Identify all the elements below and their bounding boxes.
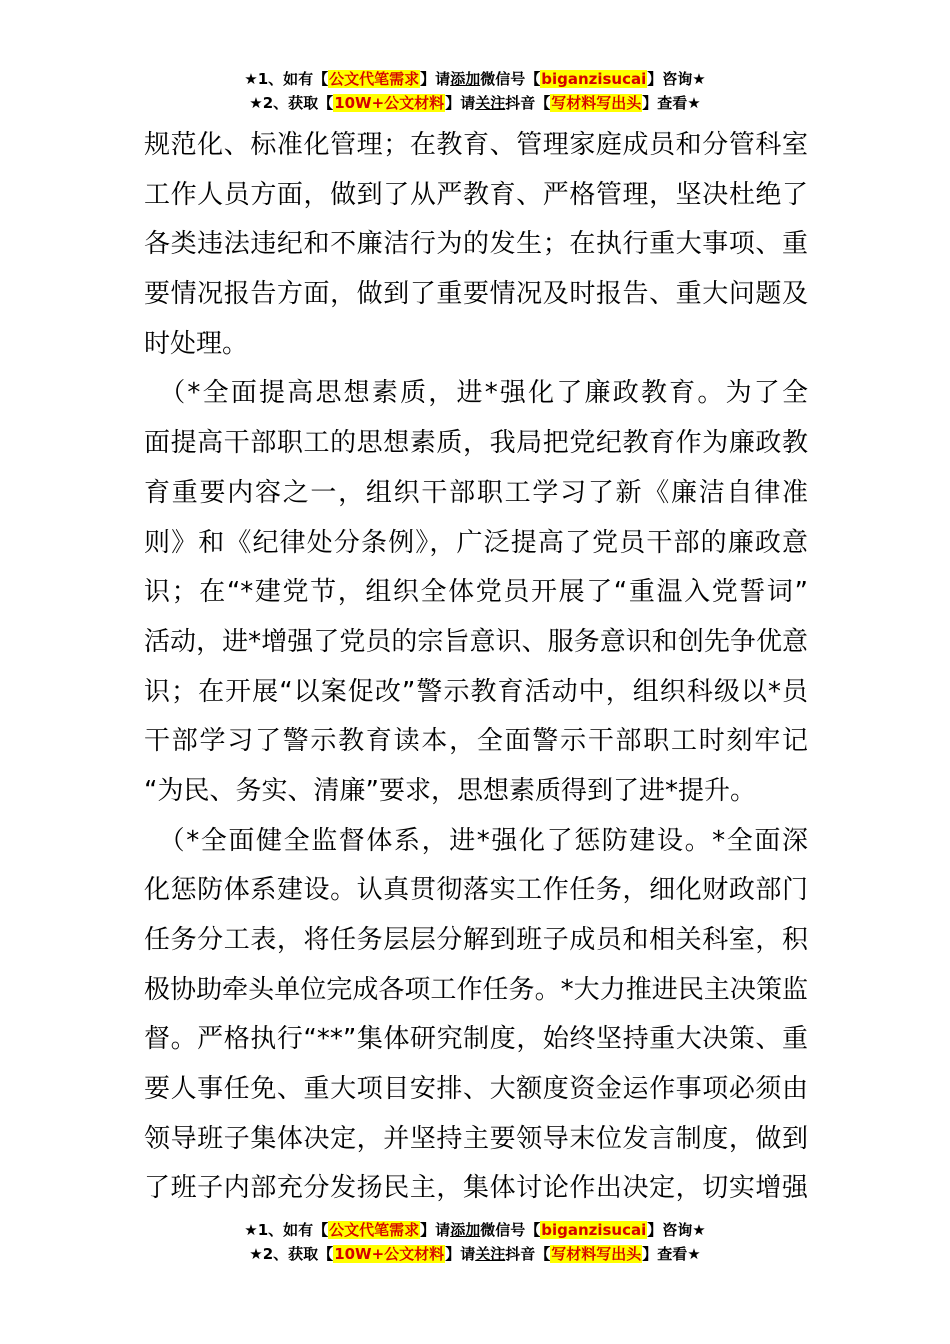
banner-text: 】请 <box>445 1245 476 1263</box>
banner-text: ★1、如有【 <box>244 70 329 88</box>
banner-text: ★1、如有【 <box>244 1221 329 1239</box>
text-line: （*全面提高思想素质，进*强化了廉政教育。为了全 <box>144 378 808 409</box>
header-banner <box>0 67 950 115</box>
banner-underlined: 添加 <box>450 1221 481 1239</box>
banner-text: 】请 <box>420 70 451 88</box>
text-line: 化惩防体系建设。认真贯彻落实工作任务，细化财政部门 <box>144 875 808 906</box>
text-line: 活动，进*增强了党员的宗旨意识、服务意识和创先争优意 <box>144 626 808 657</box>
banner-text: 微信号【 <box>480 1221 541 1239</box>
text-line: 极协助牵头单位完成各项工作任务。*大力推进民主决策监 <box>144 974 808 1005</box>
text-line: 领导班子集体决定，并坚持主要领导末位发言制度，做到 <box>144 1123 808 1154</box>
text-line: 面提高干部职工的思想素质，我局把党纪教育作为廉政教 <box>144 428 808 459</box>
text-line: 任务分工表，将任务层层分解到班子成员和相关科室，积 <box>144 925 808 955</box>
banner-line-1 <box>0 1218 950 1242</box>
banner-highlight: 公文代笔需求 <box>329 70 420 88</box>
text-line: 识；在开展“以案促改”警示教育活动中，组织科级以*员 <box>144 676 808 707</box>
text-line: 规范化、标准化管理；在教育、管理家庭成员和分管科室 <box>144 130 808 160</box>
text-line: 则》和《纪律处分条例》，广泛提高了党员干部的廉政意 <box>144 527 808 558</box>
text-line: 要人事任免、重大项目安排、大额度资金运作事项必须由 <box>144 1074 808 1105</box>
banner-text: 】查看★ <box>642 1245 701 1263</box>
banner-line-2 <box>0 1242 950 1266</box>
banner-line-2 <box>0 91 950 115</box>
banner-highlight: 公文代笔需求 <box>329 1221 420 1239</box>
text-line: （*全面健全监督体系，进*强化了惩防建设。*全面深 <box>144 825 808 856</box>
banner-text: 】请 <box>420 1221 451 1239</box>
banner-underlined: 添加 <box>450 70 481 88</box>
banner-text: ★2、获取【 <box>249 1245 334 1263</box>
banner-line-1 <box>0 67 950 91</box>
text-line: 识；在“*建党节，组织全体党员开展了“重温入党誓词” <box>144 577 808 608</box>
text-line: 育重要内容之一，组织干部职工学习了新《廉洁自律准 <box>144 477 808 508</box>
text-line: 要情况报告方面，做到了重要情况及时报告、重大问题及 <box>144 279 808 310</box>
banner-highlight: 写材料写出头 <box>551 94 642 112</box>
text-line: 了班子内部充分发扬民主，集体讨论作出决定，切实增强 <box>144 1173 808 1204</box>
text-line: 督。严格执行“**”集体研究制度，始终坚持重大决策、重 <box>144 1024 808 1055</box>
document-body <box>144 121 808 1214</box>
banner-text: 】咨询★ <box>647 1221 706 1239</box>
text-line: 工作人员方面，做到了从严教育、严格管理，坚决杜绝了 <box>144 179 808 210</box>
banner-text: 】咨询★ <box>647 70 706 88</box>
text-line: 时处理。 <box>144 328 249 359</box>
banner-highlight: biganzisucai <box>541 1221 647 1239</box>
text-line: 各类违法违纪和不廉洁行为的发生；在执行重大事项、重 <box>144 229 808 260</box>
banner-text: 】查看★ <box>642 94 701 112</box>
banner-text: 】请 <box>445 94 476 112</box>
text-line: “为民、务实、清廉”要求，思想素质得到了进*提升。 <box>144 775 756 806</box>
banner-highlight: 10W+公文材料 <box>334 1245 445 1263</box>
banner-underlined: 关注 <box>475 94 506 112</box>
banner-underlined: 关注 <box>475 1245 506 1263</box>
banner-highlight: 写材料写出头 <box>551 1245 642 1263</box>
banner-highlight: biganzisucai <box>541 70 647 88</box>
banner-text: 微信号【 <box>480 70 541 88</box>
banner-text: 抖音【 <box>505 94 551 112</box>
footer-banner <box>0 1218 950 1266</box>
text-line: 干部学习了警示教育读本，全面警示干部职工时刻牢记 <box>144 726 808 757</box>
banner-highlight: 10W+公文材料 <box>334 94 445 112</box>
banner-text: ★2、获取【 <box>249 94 334 112</box>
banner-text: 抖音【 <box>505 1245 551 1263</box>
